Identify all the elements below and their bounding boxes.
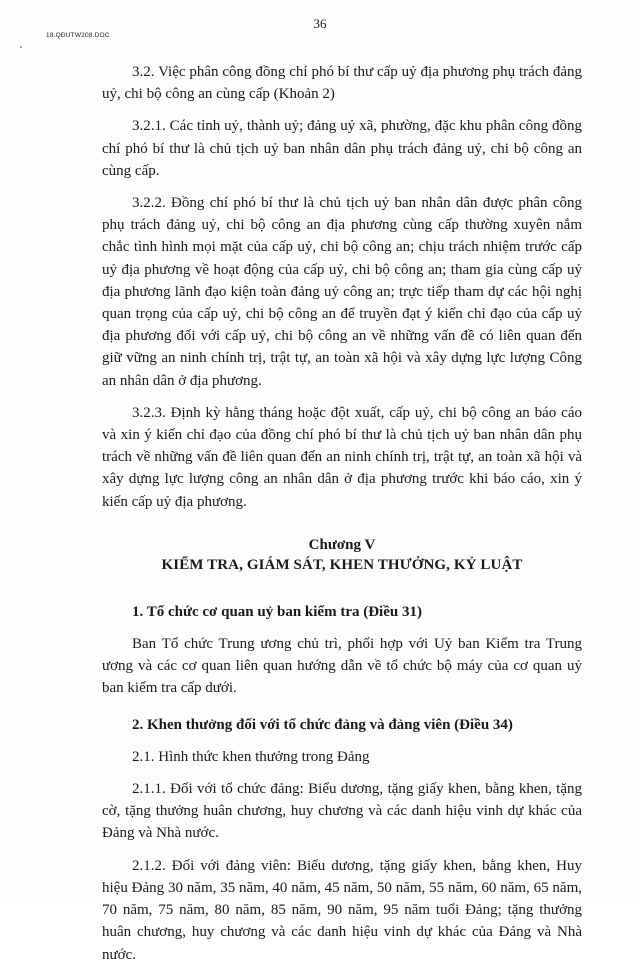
paragraph-2-1-1: 2.1.1. Đối với tổ chức đảng: Biểu dương, tặng giấy khen, bằng khen, tặng cờ, tặng thưởng huân chương, huy chương và các danh hiệu vinh dự khác của Đảng và Nhà nước. — [102, 781, 582, 842]
paragraph-1: Ban Tổ chức Trung ương chủ trì, phối hợp với Uỷ ban Kiểm tra Trung ương và các cơ quan liên quan hướng dẫn về tổ chức bộ máy của cơ quan uỷ ban kiểm tra cấp dưới. — [102, 636, 582, 697]
section-heading-1: 1. Tổ chức cơ quan uỷ ban kiểm tra (Điều 31) — [132, 603, 422, 620]
chapter-label: Chương V — [308, 536, 376, 553]
paragraph-3-2-2: 3.2.2. Đồng chí phó bí thư là chủ tịch uỷ ban nhân dân được phân công phụ trách đảng uỷ, chi bộ công an địa phương cùng cấp thường xuyên nắm chắc tình hình mọi mặt của cấp uỷ, chi bộ công an; chịu trách nhiệm trước cấp uỷ địa phương về hoạt động của cấp uỷ, chi bộ công an; tham gia cùng cấp uỷ địa phương lãnh đạo kiện toàn đảng uỷ công an; trực tiếp tham dự các hội nghị quan trọng của cấp uỷ, chi bộ công an để truyền đạt ý kiến chỉ đạo của cấp uỷ địa phương đối với cấp uỷ, chi bộ công an về những vấn đề có liên quan đến giữ vững an ninh chính trị, trật tự, an toàn xã hội và xây dựng lực lượng Công an nhân dân ở địa phương. — [102, 195, 582, 389]
scan-speck — [20, 46, 22, 48]
paragraph-3-2-1: 3.2.1. Các tỉnh uỷ, thành uỷ; đảng uỷ xã, phường, đặc khu phân công đồng chí phó bí thư là chủ tịch uỷ ban nhân dân phụ trách đảng uỷ, chi bộ công an cùng cấp. — [102, 118, 582, 179]
document-filename: 18.QĐUTW208.DOC — [46, 32, 110, 39]
paragraph-3-2: 3.2. Việc phân công đồng chí phó bí thư cấp uỷ địa phương phụ trách đảng uỷ, chi bộ công an cùng cấp (Khoản 2) — [102, 64, 582, 103]
paragraph-3-2-3: 3.2.3. Định kỳ hằng tháng hoặc đột xuất, cấp uỷ, chi bộ công an báo cáo và xin ý kiến chỉ đạo của đồng chí phó bí thư là chủ tịch uỷ ban nhân dân phụ trách về những vấn đề liên quan đến an ninh chính trị, trật tự, an toàn xã hội và xây dựng lực lượng công an nhân dân ở địa phương trước khi báo cáo, xin ý kiến cấp uỷ địa phương. — [102, 404, 582, 510]
page-number: 36 — [313, 16, 327, 31]
paragraph-2-1: 2.1. Hình thức khen thưởng trong Đảng — [132, 748, 370, 765]
section-heading-2: 2. Khen thưởng đối với tổ chức đảng và đảng viên (Điều 34) — [132, 716, 513, 733]
document-body — [102, 61, 582, 966]
chapter-title: KIỂM TRA, GIÁM SÁT, KHEN THƯỞNG, KỶ LUẬT — [161, 556, 523, 573]
paragraph-2-1-2: 2.1.2. Đối với đảng viên: Biểu dương, tặng giấy khen, bằng khen, Huy hiệu Đảng 30 năm, 35 năm, 40 năm, 45 năm, 50 năm, 55 năm, 60 năm, 65 năm, 70 năm, 75 năm, 80 năm, 85 năm, 90 năm, 95 năm tuổi Đảng; tặng thưởng huân chương, huy chương và các danh hiệu vinh dự khác của Đảng và Nhà nước. — [102, 857, 582, 963]
